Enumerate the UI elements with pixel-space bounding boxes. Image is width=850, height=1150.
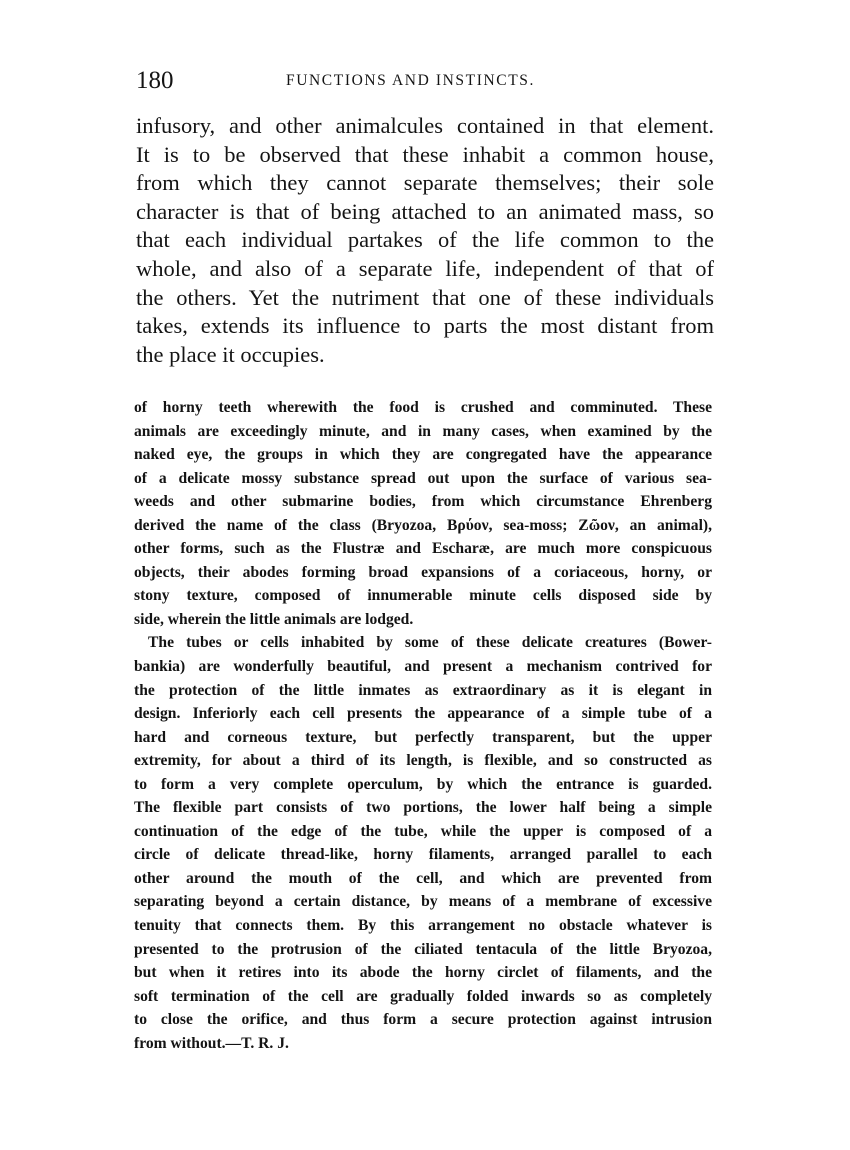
text-line: It is to be observed that these inhabit a common house, [136,141,714,167]
note-line: to form a very complete operculum, by which the entrance is guarded. [134,775,712,793]
note-line: The tubes or cells inhabited by some of these delicate creatures (Bower- [148,634,712,652]
note-line: naked eye, the groups in which they are congregated have the appearance [134,446,712,464]
note-line: of a delicate mossy substance spread out upon the surface of various sea- [134,469,712,487]
text-line: from which they cannot separate themselves; their sole [136,170,714,196]
note-line: to close the orifice, and thus form a secure protection against intrusion [134,1011,712,1029]
note-line: tenuity that connects them. By this arrangement no obstacle whatever is [134,917,712,935]
note-line: side, wherein the little animals are lodged. [134,610,414,628]
note-line: circle of delicate thread-like, horny filaments, arranged parallel to each [134,846,712,864]
main-paragraph [136,112,714,369]
running-title: FUNCTIONS AND INSTINCTS. [286,72,535,89]
note-line: continuation of the edge of the tube, while the upper is composed of a [134,822,712,840]
note-line: presented to the protrusion of the ciliated tentacula of the little Bryozoa, [134,940,712,958]
note-line: the protection of the little inmates as extraordinary as it is elegant in [134,681,712,699]
note-line: other around the mouth of the cell, and which are prevented from [134,869,712,887]
note-line: stony texture, composed of innumerable minute cells disposed side by [134,587,712,605]
text-line: the others. Yet the nutriment that one of these individuals [136,284,714,310]
note-line: of horny teeth wherewith the food is crushed and comminuted. These [134,399,712,416]
running-head [136,66,720,96]
text-line: takes, extends its influence to parts the most distant from [136,313,714,339]
text-line: the place it occupies. [136,341,325,367]
note-line: animals are exceedingly minute, and in many cases, when examined by the [134,422,712,440]
note-line: derived the name of the class (Bryozoa, Βρύον, sea-moss; Ζῶον, an animal), [134,516,712,534]
page-number: 180 [136,67,174,94]
note-line: extremity, for about a third of its length, is flexible, and so constructed as [134,752,712,770]
text-line: character is that of being attached to an animated mass, so [136,198,714,224]
note-line: hard and corneous texture, but perfectly transparent, but the upper [134,728,712,746]
note-line: design. Inferiorly each cell presents the appearance of a simple tube of a [134,705,712,723]
note-line: separating beyond a certain distance, by means of a membrane of excessive [134,893,712,911]
note-line: but when it retires into its abode the horny circlet of filaments, and the [134,964,712,982]
note-line: objects, their abodes forming broad expansions of a coriaceous, horny, or [134,563,712,581]
note-line: The flexible part consists of two portions, the lower half being a simple [134,799,712,817]
note-line: soft termination of the cell are gradually folded inwards so as completely [134,987,712,1005]
note-line: other forms, such as the Flustræ and Escharæ, are much more conspicuous [134,540,712,558]
note-line: bankia) are wonderfully beautiful, and present a mechanism contrived for [134,658,712,676]
text-line: that each individual partakes of the life common to the [136,227,714,253]
text-line: infusory, and other animalcules contained in that element. [136,113,714,138]
text-line: whole, and also of a separate life, independent of that of [136,255,714,281]
footnote-block [134,396,712,1055]
note-line: weeds and other submarine bodies, from which circumstance Ehrenberg [134,493,712,511]
note-line: from without.—T. R. J. [134,1034,289,1052]
